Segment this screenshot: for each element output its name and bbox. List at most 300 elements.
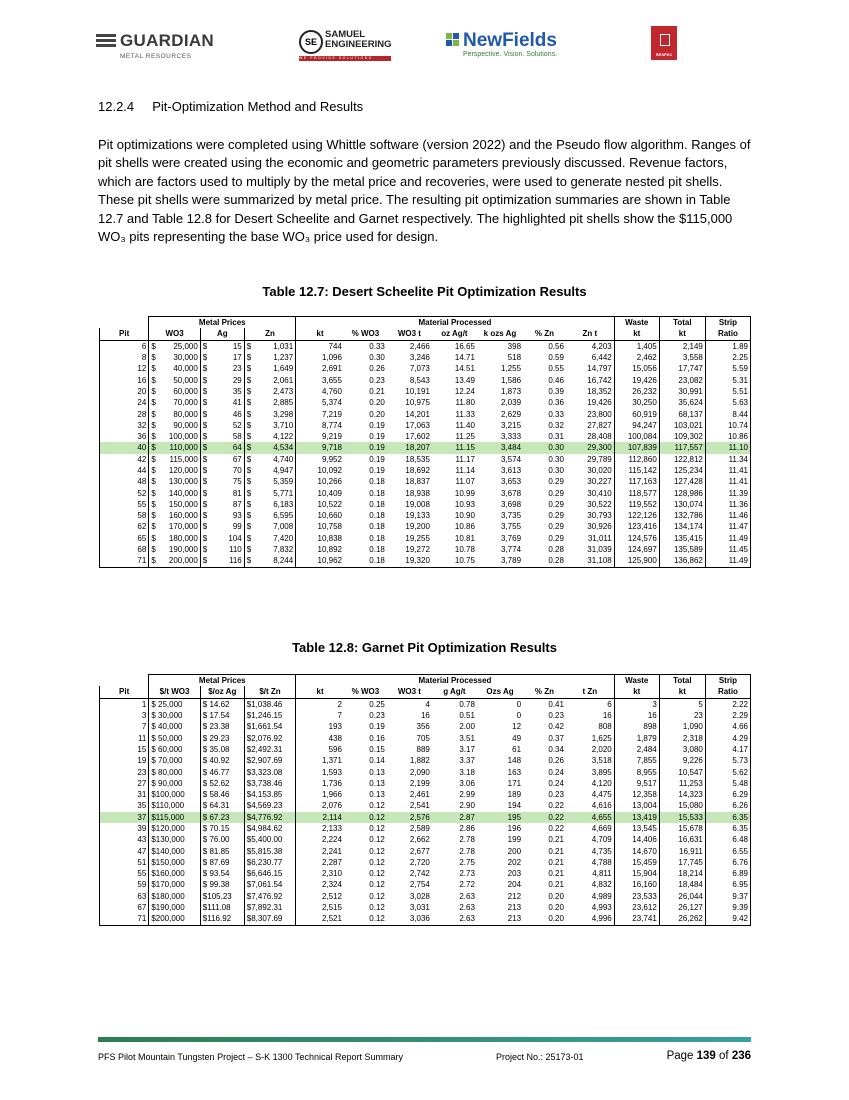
table-cell: 0.18 — [344, 555, 387, 567]
table-cell: 10,975 — [405, 398, 430, 408]
table-cell: $ 81 — [200, 487, 244, 498]
dollar-sign: $ — [151, 341, 156, 351]
table-cell: 0.18 — [369, 511, 385, 521]
table-12-8-caption: Table 12.8: Garnet Pit Optimization Results — [292, 640, 557, 655]
table-cell: 13.49 — [454, 375, 475, 385]
table-cell: 29,300 — [566, 442, 614, 453]
table-cell: 0.29 — [548, 522, 564, 532]
table-cell: 0.21 — [548, 880, 564, 890]
table-cell: 2,484 — [614, 744, 659, 755]
table-cell: $ 17.54 — [200, 710, 244, 721]
table-cell: $ 35 — [200, 386, 244, 397]
table-cell: 2.00 — [459, 722, 475, 732]
table-cell: 3.06 — [459, 778, 475, 788]
table-cell: 1,096 — [321, 353, 342, 363]
dollar-sign: $ — [246, 556, 252, 566]
table-row — [100, 789, 751, 800]
dollar-sign: $ — [151, 466, 156, 475]
table-cell: $ 25,000 — [149, 340, 200, 352]
table-cell: 2,199 — [409, 778, 430, 788]
table-cell: 7,855 — [614, 755, 659, 766]
table-cell: 0.32 — [548, 420, 564, 430]
dollar-sign: $ — [202, 466, 208, 475]
table-cell: 8,774 — [321, 420, 342, 430]
table-row — [100, 420, 751, 431]
table-cell: $105.23 — [200, 891, 244, 902]
dollar-sign: $ — [202, 432, 208, 442]
dollar-sign: $ — [246, 364, 252, 374]
table-cell: 2.78 — [459, 846, 475, 856]
table-cell: $ 3,298 — [244, 408, 295, 419]
desert-scheelite-table: Metal Prices Material Processed Waste Total Strip Pit WO3 Ag Zn kt % WO3 WO3 t oz Ag/t k ozs Ag % Zn Zn t kt kt Ratio 6 $ 25,000 $ 15 $ 1,031 744 0.33 2,466 16.65 398 0.56 4,203 1,405 2,149 1.89 8 $ 30,000 $ 17 $ 1,237 1,096 0.30 3,246 14.71 518 0.59 6,442 2,462 3,558 2.25 12 $ 40,000 $ 23 $ 1,649 2,691 0.26 7,073 14.51 1,255 0.55 14,797 15,056 17,747 5.59 16 $ 50,000 $ 29 $ 2,061 3,655 0.23 8,543 13.49 1,586 0.46 16,742 19,426 23,082 5.31 20 $ 60,000 $ 35 $ 2,473 4,760 0.21 10,191 12.24 1,873 0.39 18,352 26,232 30,991 5.51 24 $ 70,000 $ 41 $ 2,885 5,374 0.20 10,975 11.80 2,039 0.36 19,426 30,250 35,624 5.63 28 $ 80,000 $ 46 $ 3,298 7,219 0.20 14,201 11.33 2,629 0.33 23,800 60,919 68,137 8.44 32 $ 90,000 $ 52 $ 3,710 8,774 0.19 17,063 11.40 3,215 0.32 27,827 94,247 103,021 10.74 36 $ 100,000 $ 58 $ 4,122 9,219 0.19 17,602 11.25 3,333 0.31 28,408 100,084 109,302 10.86 40 $ 110,000 $ 64 $ 4,534 9,718 0.19 18,207 11.15 3,484 0.30 29,300 107,839 117,557 11.10 42 $ 115,000 $ 67 $ 4,740 9,952 0.19 18,535 11.17 3,574 0.30 29,789 112,860 122,812 11.34 44 $ 120,000 $ 70 $ 4,947 10,092 0.19 18,692 11.14 3,613 0.30 30,020 115,142 125,234 11.41 48 $ 130,000 $ 75 $ 5,359 10,266 0.18 18,837 11.07 3,653 0.29 30,227 117,163 127,428 11.41 52 $ 140,000 $ 81 $ 5,771 10,409 0.18 18,938 10.99 3,678 0.29 30,410 118,577 128,986 11.39 55 $ 150,000 $ 87 $ 6,183 10,522 0.18 19,008 10.93 3,698 0.29 30,522 119,552 130,074 11.36 58 $ 160,000 $ 93 $ 6,595 10,660 0.18 19,133 10.90 3,735 0.29 30,793 122,126 132,786 11.46 62 $ 170,000 $ 99 $ 7,008 10,758 0.18 19,200 10.86 3,755 0.29 30,926 123,416 134,174 11.47 65 $ 180,000 $ 104 $ 7,420 10,838 0.18 19,255 10.81 3,769 0.29 31,011 124,576 135,415 11.49 68 $ 190,000 $ 110 $ 7,832 10,892 0.18 19,272 10.78 3,774 0.28 31,039 124,697 135,589 11.45 71 $ 200,000 $ 116 $ 8,244 10,962 0.18 19,320 10.75 3,789 0.28 31,108 125,900 136,862 11.49 — [99, 316, 751, 568]
table-cell: 10,758 — [317, 522, 342, 532]
table-cell: 0.15 — [369, 744, 385, 754]
table-cell: $ 6,595 — [244, 510, 295, 521]
column-header: % Zn — [523, 328, 566, 340]
table-cell: 4,709 — [566, 834, 614, 845]
table-cell: 0.46 — [548, 375, 564, 385]
table-cell: 16 — [420, 711, 430, 721]
table-cell: 31,108 — [566, 555, 614, 567]
table-cell: 19,272 — [405, 545, 430, 555]
dollar-sign: $ — [202, 341, 208, 351]
table-cell: 1.89 — [705, 340, 750, 352]
table-cell: $4,776.92 — [244, 812, 295, 823]
table-cell: 17,602 — [405, 432, 430, 442]
table-cell: 94,247 — [614, 420, 659, 431]
table-cell: $116.92 — [200, 913, 244, 925]
dollar-sign: $ — [246, 432, 252, 442]
table-cell: 10.75 — [432, 555, 477, 567]
table-cell: 2.63 — [432, 913, 477, 925]
table-cell: $110,000 — [149, 800, 200, 811]
table-cell: 0.29 — [548, 511, 564, 521]
table-cell: 4,120 — [566, 778, 614, 789]
table-cell: $5,815.38 — [244, 845, 295, 856]
table-cell: $ 90,000 — [149, 420, 200, 431]
table-row — [100, 732, 751, 743]
table-cell: 3,574 — [501, 454, 522, 464]
table-cell: 0.19 — [369, 420, 385, 430]
table-cell: 0.23 — [548, 711, 564, 721]
table-cell: 202 — [507, 857, 522, 867]
table-cell: 12.24 — [454, 386, 475, 396]
table-cell: 0.39 — [548, 386, 564, 396]
table-cell: 4 — [425, 699, 430, 709]
table-cell: 30,522 — [566, 499, 614, 510]
dollar-sign: $ — [151, 522, 156, 532]
dollar-sign: $ — [202, 420, 208, 430]
table-cell: 0.12 — [369, 857, 385, 867]
table-cell: 0.26 — [369, 364, 385, 374]
table-cell: 59 — [100, 879, 149, 890]
table-row — [100, 408, 751, 419]
table-cell: 125,234 — [659, 465, 705, 476]
table-cell: 47 — [100, 845, 149, 856]
table-cell: $ 100,000 — [149, 431, 200, 442]
table-cell: 1 — [100, 698, 149, 710]
table-cell: $7,061.54 — [244, 879, 295, 890]
table-cell: 0.36 — [548, 398, 564, 408]
table-cell: 0.12 — [369, 846, 385, 856]
table-cell: $ 40,000 — [149, 721, 200, 732]
table-cell: 0.22 — [548, 801, 564, 811]
table-row — [100, 744, 751, 755]
column-header: $/t WO3 — [149, 686, 200, 698]
table-row — [100, 454, 751, 465]
table-cell: 0.21 — [548, 869, 564, 879]
table-cell: 0.18 — [369, 477, 385, 487]
table-cell: 3,755 — [501, 522, 522, 532]
table-cell: 27,827 — [566, 420, 614, 431]
table-cell: 2.22 — [705, 698, 750, 710]
table-cell: 16.65 — [454, 341, 475, 351]
table-cell: 3,036 — [387, 913, 432, 925]
table-cell: $ 110 — [200, 544, 244, 555]
table-cell: 3,895 — [566, 766, 614, 777]
table-cell: $160,000 — [149, 868, 200, 879]
table-cell: 2.75 — [459, 857, 475, 867]
column-header: % Zn — [523, 686, 566, 698]
table-cell: 0.34 — [548, 744, 564, 754]
table-cell: 2,541 — [409, 801, 430, 811]
dollar-sign: $ — [202, 488, 208, 498]
section-heading: 12.2.4 Pit-Optimization Method and Results — [98, 99, 364, 114]
column-header: kt — [659, 686, 705, 698]
table-cell: $ 80,000 — [149, 766, 200, 777]
table-cell: 31,011 — [566, 533, 614, 544]
table-cell: 9,226 — [659, 755, 705, 766]
table-cell: $180,000 — [149, 891, 200, 902]
table-cell: 3.51 — [459, 733, 475, 743]
table-cell: 0.24 — [548, 767, 564, 777]
table-cell: 0.33 — [548, 409, 564, 419]
table-cell: 13,004 — [614, 800, 659, 811]
table-cell: 1,586 — [501, 375, 522, 385]
table-cell: 3,789 — [477, 555, 523, 567]
column-header: WO3 — [149, 328, 200, 340]
column-header: % WO3 — [344, 686, 387, 698]
table-cell: 0.16 — [369, 733, 385, 743]
table-cell: 2.86 — [459, 824, 475, 833]
table-row — [100, 386, 751, 397]
table-cell: 6.89 — [705, 868, 750, 879]
table-cell: 19,320 — [387, 555, 432, 567]
table-row — [100, 431, 751, 442]
table-cell: 23,082 — [659, 374, 705, 385]
table-cell: 2,324 — [321, 880, 342, 890]
table-cell: $2,907.69 — [244, 755, 295, 766]
table-cell: $ 2,473 — [244, 386, 295, 397]
table-row — [100, 868, 751, 879]
table-cell: $ 6,183 — [244, 499, 295, 510]
table-cell: 0.12 — [369, 835, 385, 845]
column-header: Ag — [200, 328, 244, 340]
dollar-sign: $ — [151, 545, 156, 555]
dollar-sign: $ — [246, 386, 252, 396]
dollar-sign: $ — [246, 522, 252, 532]
table-cell: $ 50,000 — [149, 732, 200, 743]
table-cell: 30,410 — [566, 487, 614, 498]
table-cell: $ 4,947 — [244, 465, 295, 476]
table-cell: 40 — [100, 442, 149, 453]
table-cell: 1,593 — [321, 767, 342, 777]
table-cell: 10,660 — [317, 511, 342, 521]
dollar-sign: $ — [202, 499, 208, 509]
table-cell: $ 15 — [200, 340, 244, 352]
table-cell: $100,000 — [149, 789, 200, 800]
table-cell: 4,996 — [566, 913, 614, 925]
table-cell: 0.51 — [459, 711, 475, 721]
table-cell: 0.21 — [369, 386, 385, 396]
table-cell: 0.28 — [548, 545, 564, 555]
table-cell: 10,409 — [317, 488, 342, 498]
table-cell: $4,569.23 — [244, 800, 295, 811]
table-cell: 107,839 — [614, 442, 659, 453]
table-cell: 3,215 — [501, 420, 522, 430]
table-cell: 3,518 — [566, 755, 614, 766]
table-cell: 19,426 — [614, 374, 659, 385]
table-cell: 0.29 — [548, 499, 564, 509]
table-cell: 4,669 — [566, 823, 614, 834]
table-cell: 10.81 — [454, 533, 475, 543]
table-cell: 58 — [100, 510, 149, 521]
dollar-sign: $ — [246, 477, 252, 487]
table-cell: 16 — [614, 710, 659, 721]
table-cell: 3,655 — [321, 375, 342, 385]
dollar-sign: $ — [246, 511, 252, 521]
table-cell: 0.29 — [548, 488, 564, 498]
table-cell: $7,476.92 — [244, 891, 295, 902]
table-cell: 2.72 — [459, 880, 475, 890]
se-circle-icon: SE — [299, 30, 323, 54]
table-cell: 119,552 — [614, 499, 659, 510]
table-cell: $1,661.54 — [244, 721, 295, 732]
table-cell: 11 — [100, 732, 149, 743]
table-cell: $ 40.92 — [200, 755, 244, 766]
table-cell: 15,056 — [614, 363, 659, 374]
table-cell: 213 — [507, 903, 522, 913]
table-cell: $ 110,000 — [149, 442, 200, 453]
table-cell: 6.35 — [705, 812, 750, 823]
table-cell: 1,371 — [321, 756, 342, 766]
table-cell: $1,038.46 — [244, 698, 295, 710]
table-cell: 356 — [416, 722, 430, 732]
table-cell: 2.90 — [459, 801, 475, 811]
table-cell: 0.21 — [548, 846, 564, 856]
table-cell: 2,691 — [321, 364, 342, 374]
dollar-sign: $ — [246, 443, 252, 453]
table-row — [100, 521, 751, 532]
table-cell: 4.29 — [705, 732, 750, 743]
table-cell: 6 — [566, 698, 614, 710]
table-cell: 5.59 — [705, 363, 750, 374]
table-cell: 11.41 — [705, 465, 750, 476]
table-cell: $ 64 — [200, 442, 244, 453]
column-header: WO3 t — [387, 328, 432, 340]
table-cell: 898 — [614, 721, 659, 732]
table-cell: $ 5,359 — [244, 476, 295, 487]
table-cell: 8,543 — [409, 375, 430, 385]
table-cell: 28 — [100, 408, 149, 419]
table-cell: 112,860 — [614, 454, 659, 465]
table-cell: $190,000 — [149, 902, 200, 913]
table-cell: 130,074 — [659, 499, 705, 510]
table-cell: 3,613 — [501, 466, 522, 475]
table-cell: 128,986 — [659, 487, 705, 498]
table-cell: $ 200,000 — [149, 555, 200, 567]
table-cell: $ 64.31 — [200, 800, 244, 811]
table-cell: 3,735 — [501, 511, 522, 521]
table-cell: $ 29 — [200, 374, 244, 385]
table-cell: 16,631 — [659, 834, 705, 845]
table-cell: 0.29 — [548, 533, 564, 543]
dollar-sign: $ — [246, 409, 252, 419]
table-cell: 10,191 — [405, 386, 430, 396]
table-cell: 438 — [328, 733, 342, 743]
table-cell: 18,207 — [387, 442, 432, 453]
table-cell: 2 — [337, 699, 342, 709]
table-cell: 0 — [516, 711, 522, 721]
table-cell: 37 — [100, 812, 149, 823]
table-cell: 6.48 — [705, 834, 750, 845]
table-cell: 10,838 — [317, 533, 342, 543]
table-row — [100, 913, 751, 925]
column-header: $/oz Ag — [200, 686, 244, 698]
table-cell: 127,428 — [659, 476, 705, 487]
table-row — [100, 766, 751, 777]
table-cell: $ 180,000 — [149, 533, 200, 544]
table-cell: 5.62 — [705, 766, 750, 777]
table-cell: 29,789 — [566, 454, 614, 465]
table-cell: 10,547 — [659, 766, 705, 777]
table-12-7-caption: Table 12.7: Desert Scheelite Pit Optimization Results — [262, 284, 587, 299]
table-cell: 0.18 — [369, 499, 385, 509]
table-cell: 0.18 — [369, 533, 385, 543]
dollar-sign: $ — [151, 432, 156, 442]
table-cell: 19,426 — [566, 397, 614, 408]
table-cell: 11.14 — [455, 466, 475, 475]
table-cell: 4,655 — [566, 812, 614, 823]
table-cell: 11.36 — [705, 499, 750, 510]
respec-logo: RESPEC — [651, 26, 677, 60]
table-cell: 100,084 — [614, 431, 659, 442]
table-cell: 11,253 — [659, 778, 705, 789]
table-cell: 2,512 — [321, 891, 342, 901]
footer-page-number: Page 139 of 236 — [666, 1050, 751, 1062]
table-cell: $115,000 — [149, 812, 200, 823]
table-cell: $ 120,000 — [149, 465, 200, 476]
dollar-sign: $ — [246, 341, 252, 351]
table-cell: 6,442 — [566, 352, 614, 363]
table-cell: 1,882 — [409, 756, 430, 766]
table-cell: 4,811 — [566, 868, 614, 879]
table-cell: 15,459 — [614, 857, 659, 868]
table-cell: $ 7,832 — [244, 544, 295, 555]
table-cell: 0.20 — [523, 913, 566, 925]
table-row — [100, 363, 751, 374]
table-row — [100, 340, 751, 352]
table-cell: $ 70.15 — [200, 823, 244, 834]
table-cell: 11.07 — [455, 477, 475, 487]
table-cell: 52 — [100, 487, 149, 498]
dollar-sign: $ — [151, 511, 156, 521]
table-cell: 7,219 — [321, 409, 342, 419]
table-cell: $ 160,000 — [149, 510, 200, 521]
table-cell: 2.25 — [705, 352, 750, 363]
table-cell: 0.18 — [369, 545, 385, 555]
table-cell: 18,837 — [405, 477, 430, 487]
table-cell: 4,203 — [566, 340, 614, 352]
table-cell: $3,323.08 — [244, 766, 295, 777]
table-cell: 9.42 — [705, 913, 750, 925]
table-cell: 0.30 — [548, 466, 564, 475]
table-cell: 123,416 — [614, 521, 659, 532]
table-cell: 4.66 — [705, 721, 750, 732]
table-cell: 0.37 — [548, 733, 564, 743]
table-cell: 10,522 — [317, 499, 342, 509]
dollar-sign: $ — [202, 545, 208, 555]
table-cell: 0.12 — [369, 891, 385, 901]
newfields-squares-icon — [446, 33, 460, 47]
column-header: Ratio — [705, 686, 750, 698]
table-cell: 2,310 — [321, 869, 342, 879]
table-cell: 203 — [507, 869, 522, 879]
table-cell: 0.41 — [548, 699, 564, 709]
table-cell: $4,153.85 — [244, 789, 295, 800]
table-cell: $ 17 — [200, 352, 244, 363]
table-cell: $120,000 — [149, 823, 200, 834]
table-cell: $ 46 — [200, 408, 244, 419]
table-cell: 0.28 — [523, 555, 566, 567]
table-cell: 10,092 — [317, 466, 342, 475]
dollar-sign: $ — [151, 353, 156, 363]
table-cell: $2,076.92 — [244, 732, 295, 743]
table-cell: 1,873 — [501, 386, 522, 396]
table-cell: 60,919 — [614, 408, 659, 419]
table-cell: 11.39 — [705, 487, 750, 498]
table-cell: 67 — [100, 902, 149, 913]
table-cell: 4,760 — [321, 386, 342, 396]
table-cell: 7,073 — [409, 364, 430, 374]
table-cell: $ 67.23 — [200, 812, 244, 823]
table-cell: 11.17 — [455, 454, 475, 464]
table-cell: $2,492.31 — [244, 744, 295, 755]
table-row — [100, 465, 751, 476]
column-header: kt — [296, 328, 344, 340]
table-cell: 2,149 — [659, 340, 705, 352]
table-cell: 14.51 — [454, 364, 475, 374]
table-cell: 0.26 — [548, 756, 564, 766]
table-cell: 3,031 — [409, 903, 430, 913]
table-cell: 2.99 — [459, 790, 475, 800]
table-cell: 3.18 — [459, 767, 475, 777]
table-cell: $ 23.38 — [200, 721, 244, 732]
dollar-sign: $ — [151, 488, 156, 498]
section-paragraph: Pit optimizations were completed using Whittle software (version 2022) and the Pseudo flow algorithm. Ranges of pit shells were created using the economic and geometric parameters previously discussed. Revenue factors, which are factors used to multiply by the metal price and recoveries, were used to generate nested pit shells. These pit shells were summarized by metal price. The resulting pit optimization summaries are shown in Table 12.7 and Table 12.8 for Desert Scheelite and Garnet respectively. The highlighted pit shells show the $115,000 WO₃ pits representing the base WO₃ price used for design. — [98, 137, 751, 245]
table-cell: 10.90 — [454, 511, 475, 521]
table-cell: 8 — [100, 352, 149, 363]
table-row — [100, 845, 751, 856]
table-row — [100, 778, 751, 789]
table-cell: 2.63 — [459, 891, 475, 901]
table-cell: 10,892 — [317, 545, 342, 555]
table-cell: 4,993 — [566, 902, 614, 913]
table-cell: $ 99 — [200, 521, 244, 532]
table-cell: 11.47 — [705, 521, 750, 532]
table-cell: 212 — [507, 891, 522, 901]
table-cell: 1,255 — [501, 364, 522, 374]
